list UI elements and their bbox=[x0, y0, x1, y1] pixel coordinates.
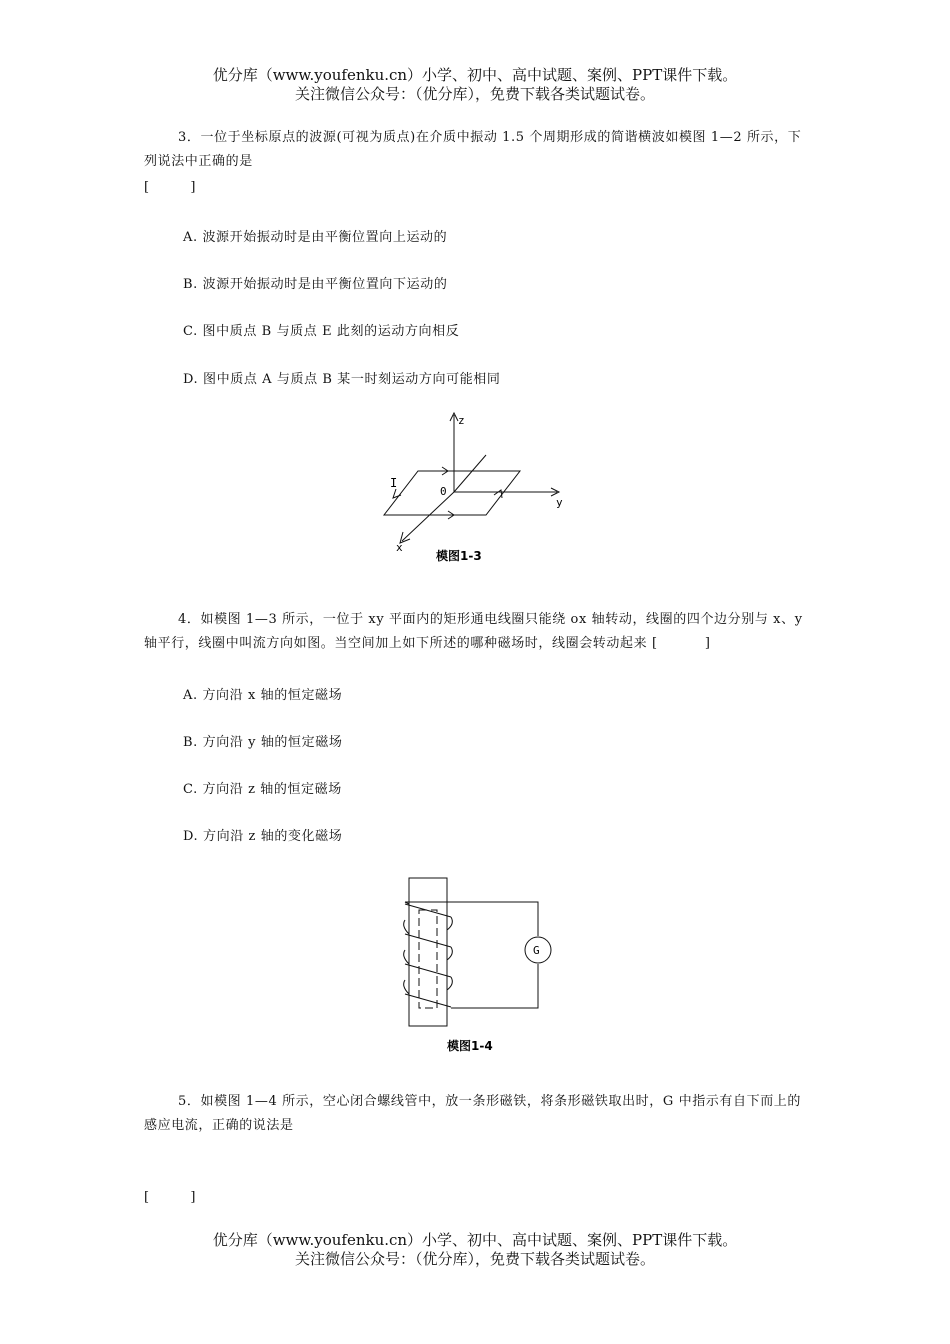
header-line-1: 优分库（www.youfenku.cn）小学、初中、高中试题、案例、PPT课件下载。 bbox=[212, 66, 738, 84]
question-5 bbox=[144, 1090, 814, 1138]
wire-bottom bbox=[451, 964, 538, 1008]
question-5-text: 5．如模图 1—4 所示，空心闭合螺线管中，放一条形磁铁，将条形磁铁取出时，G 中指示有自下而上的感应电流，正确的说法是 bbox=[144, 1094, 801, 1133]
x-label: x bbox=[396, 541, 403, 554]
page-header bbox=[0, 66, 950, 104]
current-label: I bbox=[390, 476, 398, 490]
question-3-option-b: B. 波源开始振动时是由平衡位置向下运动的 bbox=[183, 277, 448, 292]
current-arrow-left bbox=[393, 489, 401, 498]
question-5-answer-bracket: [ ] bbox=[144, 1190, 196, 1205]
current-arrow-right bbox=[494, 490, 502, 498]
question-4 bbox=[144, 608, 814, 656]
x-axis bbox=[402, 492, 454, 541]
question-4-option-d: D. 方向沿 z 轴的变化磁场 bbox=[183, 829, 343, 844]
rectangular-coil bbox=[384, 471, 520, 515]
question-4-answer-bracket: [ ] bbox=[651, 636, 711, 651]
coil-windings-front bbox=[405, 904, 451, 1007]
question-3-option-a: A. 波源开始振动时是由平衡位置向上运动的 bbox=[183, 230, 448, 245]
diagonal-line bbox=[454, 455, 486, 492]
footer-line-1: 优分库（www.youfenku.cn）小学、初中、高中试题、案例、PPT课件下载。 bbox=[212, 1231, 738, 1249]
question-3-option-c: C. 图中质点 B 与质点 E 此刻的运动方向相反 bbox=[183, 324, 460, 339]
figure-1-4 bbox=[395, 872, 565, 1058]
figure-1-3 bbox=[370, 405, 590, 570]
question-3-answer-bracket: [ ] bbox=[144, 180, 196, 195]
question-4-text: 4．如模图 1—3 所示，一位于 xy 平面内的矩形通电线圈只能绕 ox 轴转动，线圈的四个边分别与 x、y 轴平行，线圈中叫流方向如图。当空间加上如下所述的哪种磁场时，线圈会转动起来 bbox=[144, 612, 803, 651]
coil-windings-left-turns bbox=[404, 920, 409, 994]
figure-1-3-caption: 模图1-3 bbox=[436, 549, 482, 563]
header-line-2: 关注微信公众号：（优分库），免费下载各类试题试卷。 bbox=[294, 85, 655, 103]
question-4-option-a: A. 方向沿 x 轴的恒定磁场 bbox=[183, 688, 343, 703]
question-3-text: 3．一位于坐标原点的波源(可视为质点)在介质中振动 1.5 个周期形成的简谐横波如模图 1—2 所示，下列说法中正确的是 bbox=[144, 130, 802, 169]
galvanometer-label: G bbox=[533, 944, 540, 957]
y-label: y bbox=[556, 496, 563, 509]
question-4-option-b: B. 方向沿 y 轴的恒定磁场 bbox=[183, 735, 343, 750]
question-3 bbox=[144, 126, 814, 174]
question-3-option-d: D. 图中质点 A 与质点 B 某一时刻运动方向可能相同 bbox=[183, 372, 501, 387]
origin-label: 0 bbox=[440, 485, 447, 498]
figure-1-4-caption: 模图1-4 bbox=[447, 1039, 493, 1053]
question-4-option-c: C. 方向沿 z 轴的恒定磁场 bbox=[183, 782, 342, 797]
bar-magnet bbox=[419, 910, 437, 1008]
page-footer bbox=[0, 1231, 950, 1269]
footer-line-2: 关注微信公众号：（优分库），免费下载各类试题试卷。 bbox=[294, 1250, 655, 1268]
coil-windings-right-turns bbox=[447, 917, 452, 990]
wire-top bbox=[405, 902, 538, 936]
z-label: z bbox=[458, 414, 465, 427]
